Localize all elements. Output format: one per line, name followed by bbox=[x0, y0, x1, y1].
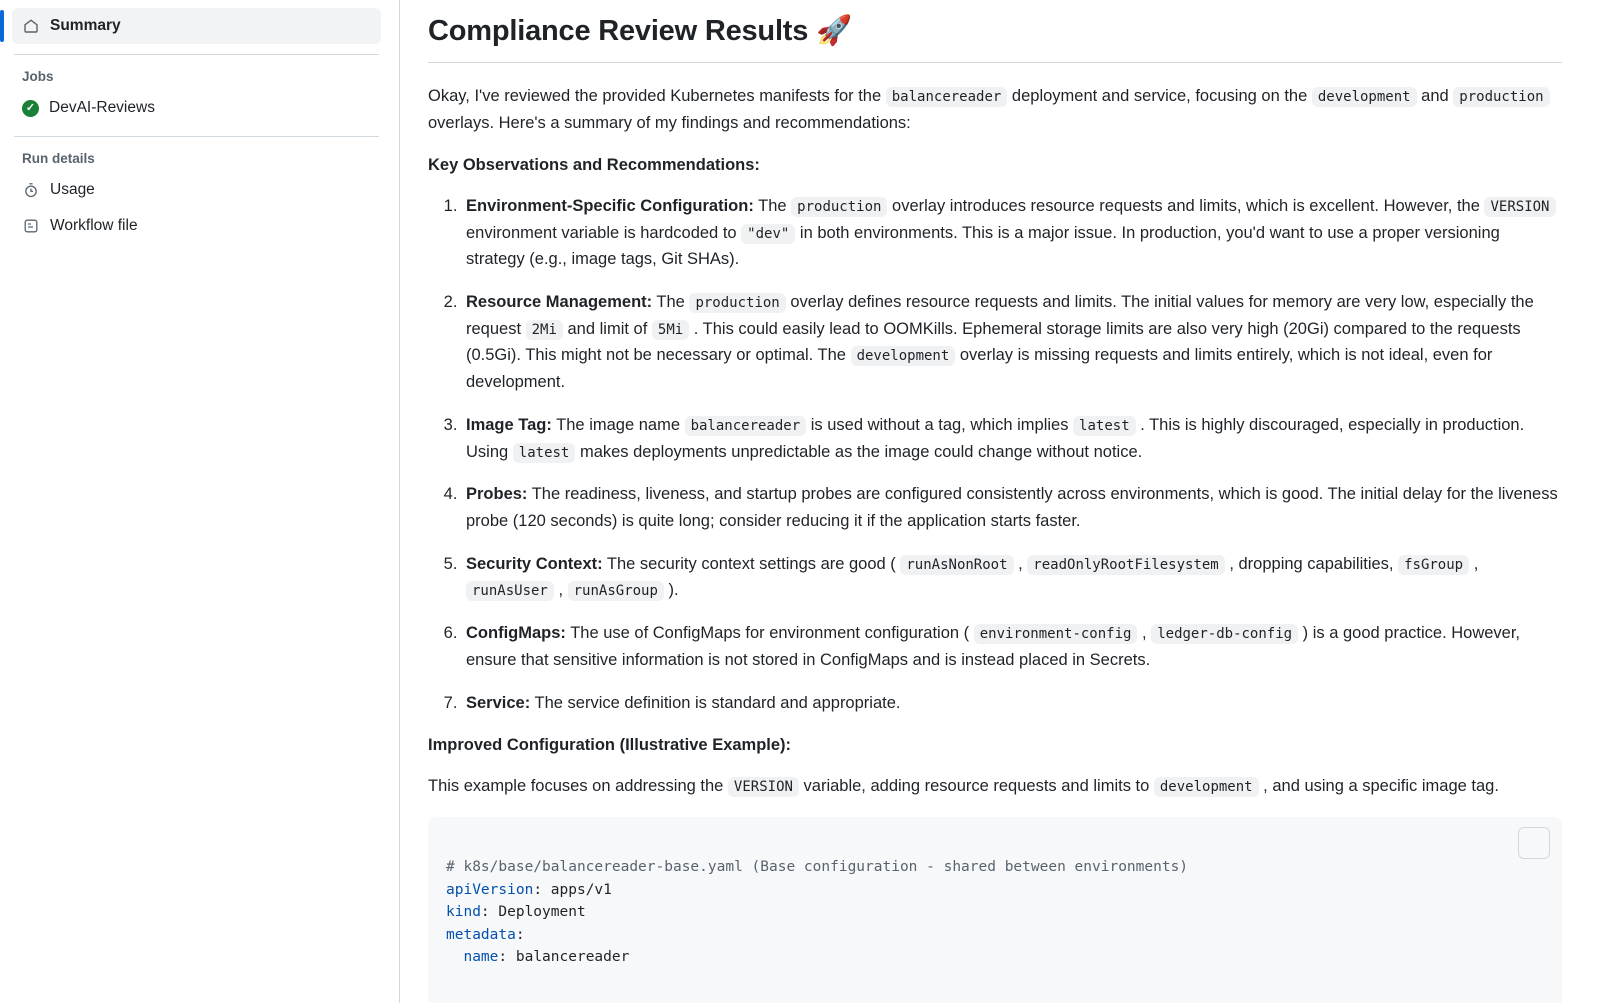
list-item bbox=[462, 193, 1562, 273]
code-key: kind bbox=[446, 904, 481, 921]
inline-code-production: production bbox=[1453, 87, 1549, 107]
inline-code: fsGroup bbox=[1398, 555, 1469, 575]
intro-text-3: and bbox=[1416, 87, 1454, 105]
inline-code: 5Mi bbox=[652, 320, 689, 340]
sidebar-heading-jobs: Jobs bbox=[22, 69, 54, 84]
finding-text: makes deployments unpredictable as the image could change without notice. bbox=[575, 442, 1143, 461]
finding-title: Service: bbox=[466, 693, 531, 712]
finding-text: , bbox=[1469, 554, 1479, 573]
intro-paragraph bbox=[428, 83, 1562, 136]
inline-code: 2Mi bbox=[526, 320, 563, 340]
code-key: apiVersion bbox=[446, 881, 534, 898]
code-value: Deployment bbox=[498, 904, 586, 921]
findings-list bbox=[428, 193, 1562, 717]
copy-button[interactable] bbox=[1518, 827, 1550, 859]
inline-code: development bbox=[851, 346, 956, 366]
improved-config-heading: Improved Configuration (Illustrative Example): bbox=[428, 736, 792, 755]
finding-title: Image Tag: bbox=[466, 415, 552, 434]
finding-text: , dropping capabilities, bbox=[1224, 554, 1399, 573]
code-value: balancereader bbox=[515, 949, 630, 966]
sidebar-item-devai-reviews[interactable] bbox=[12, 90, 381, 126]
inline-code-version: VERSION bbox=[728, 777, 799, 797]
page-title: Compliance Review Results 🚀 bbox=[428, 14, 1562, 63]
list-item bbox=[462, 481, 1562, 534]
intro-text-2: deployment and service, focusing on the bbox=[1007, 87, 1312, 105]
sidebar-item-usage-label: Usage bbox=[50, 181, 95, 198]
sidebar-item-summary[interactable] bbox=[12, 8, 381, 44]
list-item bbox=[462, 289, 1562, 396]
finding-title: Environment-Specific Configuration: bbox=[466, 196, 754, 215]
finding-text: ) is a good practice. However, ensure that sensitive information is not stored in ConfigMaps and is instead placed in Secrets. bbox=[466, 624, 1521, 669]
sidebar-item-usage[interactable] bbox=[12, 172, 381, 208]
finding-text: , bbox=[553, 581, 568, 600]
finding-title: Resource Management: bbox=[466, 292, 653, 311]
code-key: metadata bbox=[446, 926, 516, 943]
intro-text-4: overlays. Here's a summary of my findings and recommendations: bbox=[428, 113, 911, 132]
improved-config-paragraph bbox=[428, 773, 1562, 800]
sidebar-item-workflow-file[interactable] bbox=[12, 208, 381, 244]
list-item bbox=[462, 690, 1562, 717]
code-block bbox=[428, 817, 1562, 1003]
inline-code-development: development bbox=[1312, 87, 1417, 107]
finding-title: Security Context: bbox=[466, 554, 603, 573]
code-sep: : bbox=[515, 926, 525, 943]
inline-code: latest bbox=[1073, 416, 1136, 436]
list-item bbox=[462, 620, 1562, 673]
inline-code: production bbox=[689, 293, 785, 313]
sidebar-divider-2 bbox=[14, 136, 379, 137]
sidebar bbox=[0, 0, 400, 1003]
code-sep: : bbox=[480, 904, 499, 921]
inline-code: runAsGroup bbox=[568, 581, 664, 601]
key-observations-heading: Key Observations and Recommendations: bbox=[428, 156, 760, 175]
finding-text: , bbox=[1013, 554, 1028, 573]
improved-text-1: This example focuses on addressing the bbox=[428, 776, 728, 795]
code-sep: : bbox=[498, 949, 516, 966]
inline-code-development: development bbox=[1154, 777, 1259, 797]
sidebar-divider-1 bbox=[14, 54, 379, 55]
finding-text: overlay defines resource requests and limits. The initial values for memory are very low, especially the request bbox=[466, 292, 1534, 338]
finding-text: . This could easily lead to OOMKills. Ephemeral storage limits are also very high (20Gi) compared to the requests (0.5Gi). This might not be necessary or optimal. The bbox=[466, 319, 1521, 365]
sidebar-item-summary-label: Summary bbox=[50, 17, 121, 34]
inline-code: balancereader bbox=[685, 416, 807, 436]
sidebar-item-devai-reviews-label: DevAI-Reviews bbox=[49, 99, 155, 116]
finding-text: The readiness, liveness, and startup probes are configured consistently across environments, which is good. The initial delay for the liveness probe (120 seconds) is quite long; consider reducing it if the application starts faster. bbox=[466, 485, 1558, 531]
inline-code: ledger-db-config bbox=[1151, 624, 1298, 644]
sidebar-item-workflow-file-label: Workflow file bbox=[50, 217, 138, 234]
finding-text: . This is highly discouraged, especially in production. Using bbox=[466, 415, 1525, 461]
finding-text: The image name bbox=[551, 415, 685, 434]
inline-code: production bbox=[791, 197, 887, 217]
inline-code: VERSION bbox=[1484, 197, 1555, 217]
main-content bbox=[400, 0, 1600, 1003]
finding-text: is used without a tag, which implies bbox=[806, 415, 1074, 434]
home-icon bbox=[22, 17, 40, 35]
sidebar-heading-run-details: Run details bbox=[22, 151, 95, 166]
inline-code: runAsNonRoot bbox=[900, 555, 1013, 575]
inline-code: "dev" bbox=[741, 224, 795, 244]
improved-text-3: , and using a specific image tag. bbox=[1258, 776, 1499, 795]
check-circle-icon: ✓ bbox=[22, 100, 39, 117]
inline-code: latest bbox=[513, 443, 576, 463]
finding-text: overlay introduces resource requests and limits, which is excellent. However, the bbox=[887, 196, 1485, 215]
inline-code: environment-config bbox=[974, 624, 1138, 644]
inline-code-balancereader: balancereader bbox=[886, 87, 1008, 107]
finding-text: in both environments. This is a major issue. In production, you'd want to use a proper versioning strategy (e.g., image tags, Git SHAs). bbox=[466, 223, 1500, 269]
stopwatch-icon bbox=[22, 181, 40, 199]
finding-text: The bbox=[753, 196, 792, 215]
finding-text: environment variable is hardcoded to bbox=[466, 223, 742, 242]
finding-title: Probes: bbox=[466, 485, 528, 504]
intro-text-1: Okay, I've reviewed the provided Kubernetes manifests for the bbox=[428, 87, 886, 105]
finding-text: overlay is missing requests and limits entirely, which is not ideal, even for development. bbox=[466, 346, 1493, 392]
finding-text: The use of ConfigMaps for environment configuration ( bbox=[565, 624, 974, 643]
code-sep: : bbox=[533, 881, 551, 898]
finding-title: ConfigMaps: bbox=[466, 624, 566, 643]
workflow-file-icon bbox=[22, 217, 40, 235]
inline-code: runAsUser bbox=[466, 581, 554, 601]
finding-text: The security context settings are good ( bbox=[602, 554, 901, 573]
list-item bbox=[462, 551, 1562, 604]
code-key: name bbox=[446, 949, 499, 966]
finding-text: , bbox=[1137, 624, 1152, 643]
finding-text: ). bbox=[663, 581, 679, 600]
finding-text: and limit of bbox=[562, 319, 652, 338]
code-value: apps/v1 bbox=[550, 881, 612, 898]
inline-code: readOnlyRootFilesystem bbox=[1027, 555, 1224, 575]
finding-text: The bbox=[652, 292, 690, 311]
finding-text: The service definition is standard and appropriate. bbox=[530, 693, 901, 712]
improved-text-2: variable, adding resource requests and limits to bbox=[798, 776, 1154, 795]
copy-icon bbox=[1483, 817, 1562, 877]
code-comment: # k8s/base/balancereader-base.yaml (Base configuration - shared between environments) bbox=[446, 859, 1189, 876]
list-item bbox=[462, 412, 1562, 465]
